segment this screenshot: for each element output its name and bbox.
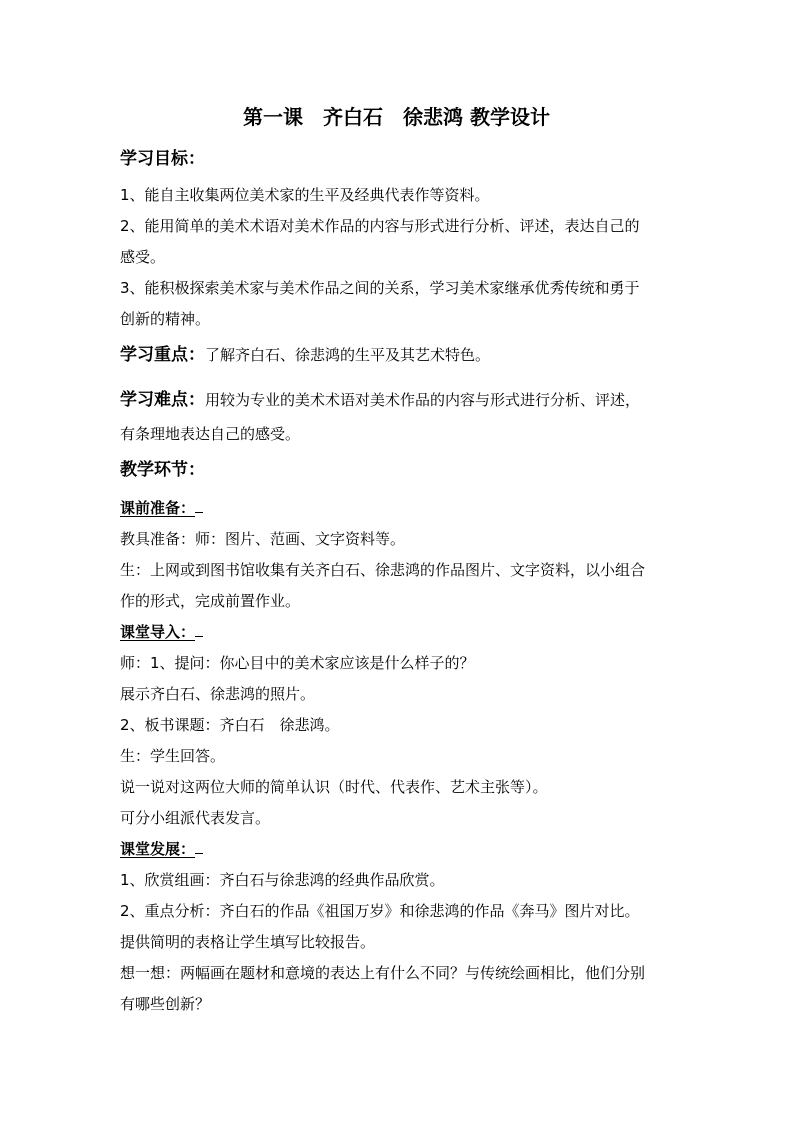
objective-item: 3、能积极探索美术家与美术作品之间的关系，学习美术家继承优秀传统和勇于 bbox=[120, 279, 640, 297]
preparation-line: 生：上网或到图书馆收集有关齐白石、徐悲鸿的作品图片、文字资料，以小组合 bbox=[120, 561, 646, 579]
difficulties-text-line1: 用较为专业的美术术语对美术作品的内容与形式进行分析、评述， bbox=[205, 391, 641, 409]
teaching-steps-heading: 教学环节： bbox=[120, 460, 205, 480]
key-points-section bbox=[120, 340, 680, 371]
key-points-label: 学习重点： bbox=[120, 345, 205, 365]
introduction-section bbox=[120, 617, 680, 834]
objective-item: 2、能用简单的美术术语对美术作品的内容与形式进行分析、评述，表达自己的 bbox=[120, 217, 640, 235]
preparation-section bbox=[120, 493, 680, 617]
preparation-line: 作的形式，完成前置作业。 bbox=[120, 592, 301, 610]
introduction-line: 说一说对这两位大师的简单认识（时代、代表作、艺术主张等）。 bbox=[120, 778, 548, 796]
teaching-steps-section bbox=[120, 455, 680, 486]
development-heading: 课堂发展： bbox=[120, 840, 203, 858]
difficulties-section bbox=[120, 383, 680, 451]
key-points-text: 了解齐白石、徐悲鸿的生平及其艺术特色。 bbox=[205, 346, 491, 364]
objectives-heading: 学习目标： bbox=[120, 149, 205, 169]
document-title: 第一课 齐白石 徐悲鸿 教学设计 bbox=[243, 105, 550, 129]
development-line: 2、重点分析：齐白石的作品《祖国万岁》和徐悲鸿的作品《奔马》图片对比。 bbox=[120, 902, 640, 920]
development-line: 想一想：两幅画在题材和意境的表达上有什么不同？与传统绘画相比，他们分别 bbox=[120, 964, 646, 982]
objective-item: 感受。 bbox=[120, 248, 166, 266]
objective-item: 创新的精神。 bbox=[120, 310, 211, 328]
preparation-heading: 课前准备： bbox=[120, 499, 203, 517]
objectives-list bbox=[120, 180, 680, 335]
development-section bbox=[120, 834, 680, 1020]
introduction-line: 2、板书课题：齐白石 徐悲鸿。 bbox=[120, 716, 340, 734]
introduction-line: 展示齐白石、徐悲鸿的照片。 bbox=[120, 685, 316, 703]
development-line: 1、欣赏组画：齐白石与徐悲鸿的经典作品欣赏。 bbox=[120, 871, 445, 889]
introduction-line: 可分小组派代表发言。 bbox=[120, 809, 271, 827]
difficulties-text-line2: 有条理地表达自己的感受。 bbox=[120, 425, 301, 443]
development-line: 提供简明的表格让学生填写比较报告。 bbox=[120, 933, 376, 951]
introduction-line: 生：学生回答。 bbox=[120, 747, 226, 765]
preparation-line: 教具准备：师：图片、范画、文字资料等。 bbox=[120, 530, 406, 548]
introduction-line: 师：1、提问：你心目中的美术家应该是什么样子的？ bbox=[120, 654, 475, 672]
development-line: 有哪些创新？ bbox=[120, 995, 211, 1013]
objectives-section bbox=[120, 144, 680, 175]
introduction-heading: 课堂导入： bbox=[120, 623, 203, 641]
objective-item: 1、能自主收集两位美术家的生平及经典代表作等资料。 bbox=[120, 186, 490, 204]
difficulties-label: 学习难点： bbox=[120, 390, 205, 410]
